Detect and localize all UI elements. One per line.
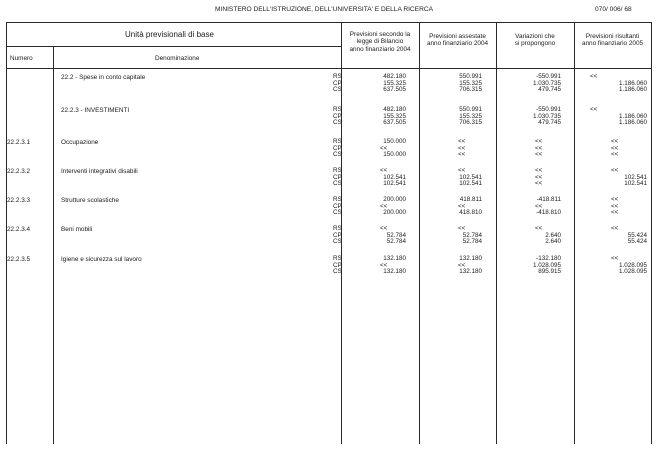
variazioni-values: << << <<	[535, 138, 543, 159]
bilancio-values: 132.180 << 132.180	[380, 255, 406, 276]
header-bottom-border	[6, 68, 651, 69]
col-prev-risultanti-header: Previsioni risultanti anno finanziario 2005	[581, 33, 644, 48]
row-label: Strutture scolastiche	[61, 197, 119, 204]
budget-row	[0, 256, 659, 280]
variazioni-values: -550.991 1.030.735 479.745	[532, 73, 561, 94]
row-code: 22.2.3.5	[7, 256, 31, 263]
row-label: Igiene e sicurezza sul lavoro	[61, 256, 142, 263]
budget-row	[0, 139, 659, 163]
bilancio-values: << 52.784 52.784	[380, 225, 406, 246]
row-label: 22.2.3 - INVESTIMENTI	[61, 107, 130, 114]
header-divider	[6, 46, 341, 47]
col-prev-assestate-header: Previsioni assestate anno finanziario 2004	[426, 33, 489, 48]
type-rs: RS	[333, 255, 342, 262]
type-rs: RS	[333, 73, 342, 80]
variazioni-values: -132.180 1.028.095 895.915	[532, 255, 561, 276]
type-cp: CP	[333, 231, 342, 239]
row-label: 22.2 - Spese in conto capitale	[61, 74, 146, 81]
budget-row	[0, 107, 659, 131]
type-cs: CS	[333, 209, 342, 217]
type-cs: CS	[333, 238, 342, 246]
bilancio-values: << 102.541 102.541	[380, 167, 406, 188]
type-cp: CP	[333, 173, 342, 181]
page-reference: 070/ 006/ 68	[595, 6, 632, 13]
type-rs: RS	[333, 167, 342, 174]
type-cs: CS	[333, 119, 342, 127]
assestate-values: 550.991 155.325 706.315	[459, 106, 482, 127]
bilancio-values: 482.180 155.325 637.505	[383, 73, 406, 94]
type-rs: RS	[333, 106, 342, 113]
type-cs: CS	[333, 86, 342, 94]
col-variazioni-header: Variazioni che si propongono	[514, 33, 556, 48]
variazioni-values: << 2.640 2.640	[535, 225, 561, 246]
bilancio-values: 150.000 << 150.000	[380, 138, 406, 159]
budget-row	[0, 226, 659, 250]
row-label: Occupazione	[61, 139, 99, 146]
risultanti-values: << 1.186.060 1.186.060	[590, 73, 647, 94]
table-title: Unità previsionali di base	[125, 30, 214, 39]
assestate-values: 550.991 155.325 706.315	[459, 73, 482, 94]
bilancio-values: 200.000 << 200.000	[380, 196, 406, 217]
risultanti-values: << 1.028.095 1.028.095	[611, 255, 647, 276]
type-rs: RS	[333, 138, 342, 145]
row-label: Beni mobili	[61, 226, 93, 233]
type-cp: CP	[333, 202, 342, 210]
variazioni-values: -418.811 << -418.810	[535, 196, 561, 217]
type-cs: CS	[333, 180, 342, 188]
table-top-border	[6, 22, 651, 23]
ministry-header: MINISTERO DELL'ISTRUZIONE, DELL'UNIVERSITA' E DELLA RICERCA	[215, 6, 433, 13]
variazioni-values: -550.991 1.030.735 479.745	[532, 106, 561, 127]
risultanti-values: << 102.541 102.541	[611, 167, 647, 188]
type-rs: RS	[333, 225, 342, 232]
budget-row	[0, 197, 659, 221]
bilancio-values: 482.180 155.325 637.505	[383, 106, 406, 127]
budget-row	[0, 74, 659, 98]
col-prev-bilancio-header: Previsioni secondo la legge di Bilancio anno finanziario 2004	[349, 31, 411, 53]
type-cp: CP	[333, 79, 342, 87]
type-cp: CP	[333, 144, 342, 152]
col-denominazione-header: Denominazione	[155, 55, 200, 62]
type-cs: CS	[333, 151, 342, 159]
col-numero-header: Numero	[10, 55, 33, 62]
row-code: 22.2.3.3	[7, 197, 31, 204]
type-cp: CP	[333, 112, 342, 120]
row-code: 22.2.3.4	[7, 226, 31, 233]
row-code: 22.2.3.2	[7, 168, 31, 175]
risultanti-values: << 1.186.060 1.186.060	[590, 106, 647, 127]
type-rs: RS	[333, 196, 342, 203]
budget-row	[0, 168, 659, 192]
assestate-values: << << <<	[458, 138, 466, 159]
assestate-values: << 102.541 102.541	[458, 167, 482, 188]
row-code: 22.2.3.1	[7, 139, 31, 146]
risultanti-values: << 55.424 55.424	[611, 225, 647, 246]
risultanti-values: << << <<	[611, 138, 619, 159]
assestate-values: 418.811 << 418.810	[458, 196, 482, 217]
assestate-values: 132.180 << 132.180	[458, 255, 482, 276]
assestate-values: << 52.784 52.784	[458, 225, 482, 246]
type-cs: CS	[333, 268, 342, 276]
row-label: Interventi integrativi disabili	[61, 168, 138, 175]
variazioni-values: << << <<	[535, 167, 543, 188]
risultanti-values: << << <<	[611, 196, 619, 217]
type-cp: CP	[333, 261, 342, 269]
